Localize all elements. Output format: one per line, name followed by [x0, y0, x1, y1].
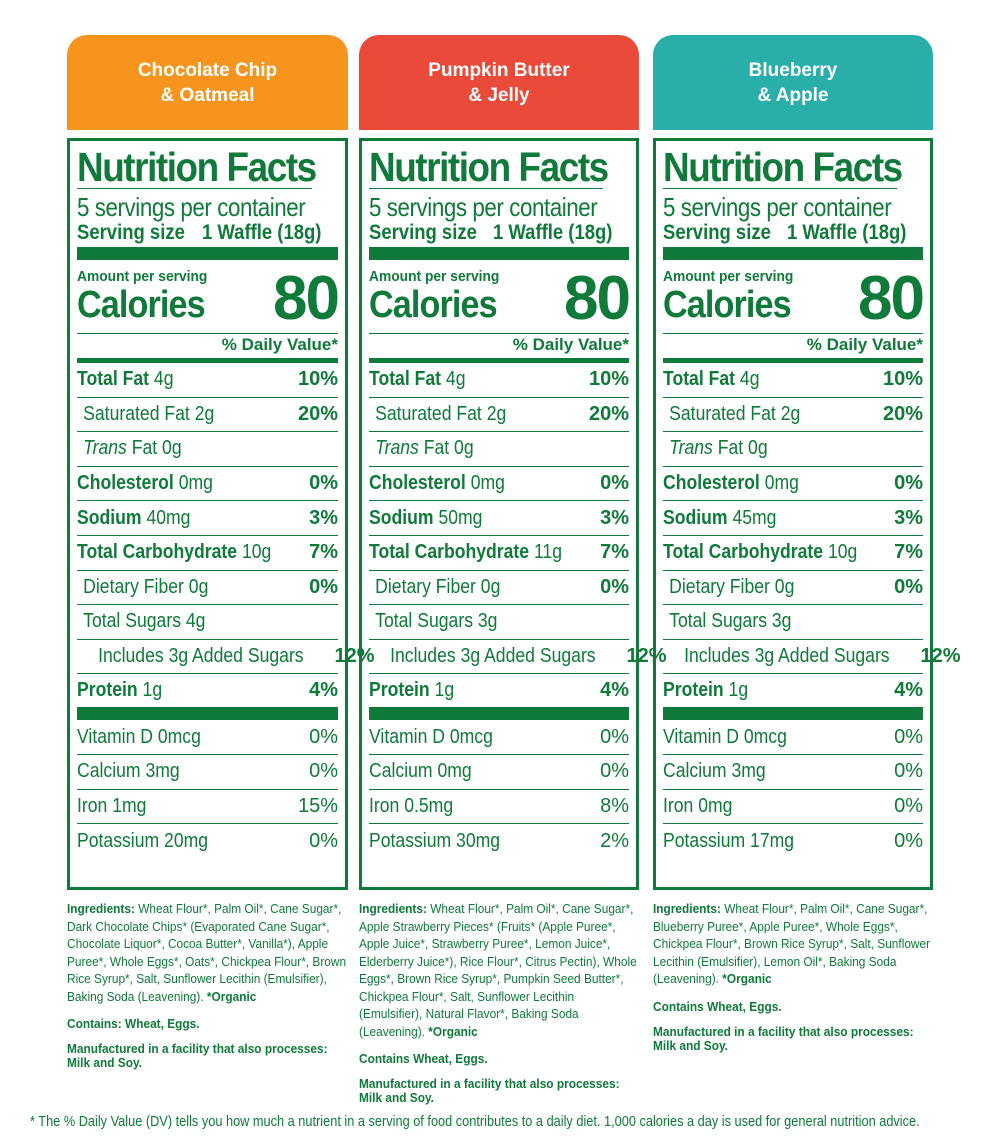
serving-size-label: Serving size — [663, 221, 771, 244]
facility-statement: Manufactured in a facility that also processes: Milk and Soy. — [653, 1023, 914, 1053]
nutrient-amount: 45mg — [732, 506, 777, 529]
nutrient-amount: 0mg — [470, 472, 505, 495]
nutrient-label: Total Fat — [77, 368, 150, 391]
nutrient-label: Cholesterol — [77, 472, 174, 495]
nutrient-label: Includes 3g Added Sugars — [684, 645, 890, 668]
product-name: Chocolate Chip & Oatmeal — [137, 59, 278, 106]
calories-block — [663, 260, 923, 334]
nutrient-row-trans-fat — [663, 432, 923, 467]
nutrient-label: Protein — [663, 679, 724, 702]
vitamin-row — [369, 824, 629, 859]
calories-value: 80 — [273, 264, 338, 333]
nutrient-row-total-carbohydrate — [77, 536, 338, 571]
vitamin-row — [77, 824, 338, 859]
nutrition-facts-panel — [653, 138, 961, 890]
nutrient-pct: 20% — [882, 402, 923, 425]
product-name-header — [653, 35, 933, 130]
vitamin-row — [369, 720, 629, 755]
nutrient-amount: 11g — [533, 541, 563, 564]
vitamin-row — [663, 790, 923, 825]
nutrient-row-dietary-fiber — [663, 571, 923, 606]
nutrient-amount: 1g — [434, 679, 455, 702]
nutrient-label: Total Carbohydrate — [663, 541, 824, 564]
nutrient-label: Saturated Fat 2g — [375, 402, 507, 425]
vitamin-pct: 0% — [600, 725, 629, 748]
nutrient-amount: 4g — [739, 368, 760, 391]
nutrient-row-cholesterol — [369, 467, 629, 502]
nutrient-label: Includes 3g Added Sugars — [390, 645, 596, 668]
ingredients-label: Ingredients: — [359, 901, 427, 916]
daily-value-header: % Daily Value* — [77, 334, 338, 363]
nutrient-row-total-carbohydrate — [369, 536, 629, 571]
nutrient-pct: 4% — [600, 679, 629, 702]
allergen-contains: Contains Wheat, Eggs. — [653, 998, 782, 1014]
nutrient-row-dietary-fiber — [369, 571, 629, 606]
nutrient-pct: 0% — [894, 472, 923, 495]
vitamin-label: Calcium 3mg — [663, 760, 766, 783]
vitamin-row — [369, 755, 629, 790]
product-name-header — [359, 35, 639, 130]
nutrient-pct: 10% — [297, 368, 338, 391]
nutrient-label: Saturated Fat 2g — [83, 402, 215, 425]
ingredients-text — [653, 900, 933, 988]
nutrient-row-saturated-fat — [663, 398, 923, 433]
facility-statement: Manufactured in a facility that also processes: Milk and Soy. — [359, 1076, 620, 1105]
nutrient-label: Total Sugars 3g — [669, 610, 792, 633]
ingredients-text — [359, 900, 639, 1040]
nutrient-row-sodium — [369, 501, 629, 536]
vitamin-label: Vitamin D 0mcg — [77, 725, 201, 748]
ingredients-label: Ingredients: — [67, 901, 135, 916]
product-column — [359, 35, 667, 1105]
vitamin-pct: 15% — [297, 794, 338, 817]
amount-per-serving: Amount per serving — [663, 268, 794, 285]
vitamin-label: Potassium 30mg — [369, 829, 501, 852]
nutrient-pct: 0% — [309, 575, 338, 598]
nutrition-facts-title: Nutrition Facts — [663, 141, 897, 189]
vitamin-pct: 0% — [600, 760, 629, 783]
nutrient-label: Total Fat — [369, 368, 442, 391]
vitamin-pct: 0% — [894, 760, 923, 783]
nutrient-row-sodium — [663, 501, 923, 536]
vitamin-label: Potassium 20mg — [77, 829, 209, 852]
calories-label: Calories — [369, 284, 497, 326]
nutrient-pct: 3% — [894, 506, 923, 529]
vitamin-label: Vitamin D 0mcg — [369, 725, 493, 748]
vitamin-row — [663, 755, 923, 790]
nutrient-row-added-sugars — [369, 640, 667, 675]
organic-note: *Organic — [206, 988, 257, 1004]
vitamin-label: Calcium 3mg — [77, 760, 180, 783]
vitamin-pct: 8% — [600, 794, 629, 817]
organic-note: *Organic — [428, 1023, 478, 1039]
nutrient-pct: 7% — [894, 541, 923, 564]
serving-size-value: 1 Waffle (18g) — [493, 221, 613, 244]
serving-size-label: Serving size — [77, 221, 185, 244]
nutrient-pct: 12% — [920, 645, 961, 668]
thick-divider — [77, 247, 338, 260]
nutrient-label: Cholesterol — [369, 472, 466, 495]
nutrient-row-protein — [369, 674, 629, 720]
nutrient-pct: 0% — [600, 575, 629, 598]
servings-per-container: 5 servings per container — [369, 192, 598, 222]
product-column — [653, 35, 961, 1053]
nutrient-pct: 12% — [334, 645, 375, 668]
vitamin-row — [77, 720, 338, 755]
nutrient-row-added-sugars — [77, 640, 375, 675]
nutrient-row-dietary-fiber — [77, 571, 338, 606]
vitamin-pct: 0% — [309, 829, 338, 852]
nutrient-amount: 0mg — [178, 472, 213, 495]
nutrient-row-total-fat — [77, 363, 338, 398]
nutrient-amount: 4g — [153, 368, 174, 391]
product-name-header — [67, 35, 348, 130]
nutrient-pct: 0% — [600, 472, 629, 495]
amount-per-serving: Amount per serving — [369, 268, 500, 285]
allergen-contains: Contains Wheat, Eggs. — [359, 1051, 488, 1066]
calories-value: 80 — [564, 264, 629, 333]
nutrient-row-sodium — [77, 501, 338, 536]
nutrient-row-trans-fat — [77, 432, 338, 467]
nutrient-label: Total Carbohydrate — [77, 541, 238, 564]
nutrient-pct: 0% — [894, 575, 923, 598]
vitamin-pct: 0% — [894, 794, 923, 817]
nutrient-amount: 1g — [142, 679, 163, 702]
ingredients-label: Ingredients: — [653, 901, 721, 916]
nutrient-pct: 20% — [297, 402, 338, 425]
nutrient-row-saturated-fat — [77, 398, 338, 433]
vitamin-row — [77, 790, 338, 825]
nutrient-row-cholesterol — [77, 467, 338, 502]
nutrient-row-cholesterol — [663, 467, 923, 502]
organic-note: *Organic — [722, 971, 772, 986]
nutrient-label: Dietary Fiber 0g — [669, 575, 795, 598]
nutrient-pct: 10% — [588, 368, 629, 391]
nutrient-label: Saturated Fat 2g — [669, 402, 801, 425]
nutrient-label: Includes 3g Added Sugars — [98, 645, 304, 668]
nutrient-label: Total Fat — [663, 368, 736, 391]
nutrition-facts-panel — [359, 138, 667, 890]
nutrient-amount: 4g — [445, 368, 466, 391]
nutrient-amount: 40mg — [146, 506, 191, 529]
nutrient-label: Cholesterol — [663, 472, 760, 495]
nutrient-row-total-sugars — [369, 605, 629, 640]
nutrient-pct: 4% — [894, 679, 923, 702]
nutrient-row-trans-fat — [369, 432, 629, 467]
nutrient-row-total-carbohydrate — [663, 536, 923, 571]
nutrient-label: Dietary Fiber 0g — [375, 575, 501, 598]
nutrient-row-total-sugars — [77, 605, 338, 640]
thick-divider — [663, 247, 923, 260]
ingredients-list: Wheat Flour*, Palm Oil*, Cane Sugar*, Apple Strawberry Pieces* (Fruits* (Apple Puree*, Apple Juice*, Strawberry Puree*, Lemon Juice*, Elderberry Juice*), Rice Flour*, Citrus Pectin), Whole Eggs*, Brown Rice Syrup*, Pumpkin Seed Butter*, Chickpea Flour*, Salt, Sunflower Lecithin (Emulsifier), Natural Flavor*, Baking Soda (Leavening). — [359, 901, 637, 1039]
facility-statement: Manufactured in a facility that also processes: Milk and Soy. — [67, 1041, 328, 1070]
nutrient-row-total-sugars — [663, 605, 923, 640]
nutrient-label: Fat 0g — [712, 437, 768, 460]
nutrient-amount: 0mg — [764, 472, 799, 495]
nutrient-pct: 7% — [600, 541, 629, 564]
nutrient-pct: 10% — [882, 368, 923, 391]
vitamin-pct: 0% — [894, 829, 923, 852]
ingredients-text — [67, 900, 348, 1005]
vitamin-pct: 0% — [309, 760, 338, 783]
nutrient-amount: 10g — [241, 541, 272, 564]
vitamin-label: Iron 0mg — [663, 794, 733, 817]
vitamin-pct: 0% — [894, 725, 923, 748]
product-column — [67, 35, 375, 1070]
calories-value: 80 — [858, 264, 923, 333]
vitamin-row — [663, 720, 923, 755]
nutrient-label: Dietary Fiber 0g — [83, 575, 209, 598]
calories-label: Calories — [77, 284, 205, 326]
product-name: Pumpkin Butter & Jelly — [428, 59, 570, 106]
nutrient-label: Fat 0g — [126, 437, 182, 460]
serving-size-value: 1 Waffle (18g) — [202, 221, 322, 244]
nutrient-pct: 3% — [600, 506, 629, 529]
nutrient-label: Total Sugars 3g — [375, 610, 498, 633]
nutrient-row-total-fat — [663, 363, 923, 398]
nutrient-label: Fat 0g — [418, 437, 474, 460]
nutrient-label: Total Carbohydrate — [369, 541, 530, 564]
nutrient-label-italic: Trans — [83, 437, 127, 460]
nutrient-label-italic: Trans — [669, 437, 713, 460]
thick-divider — [369, 247, 629, 260]
nutrient-pct: 12% — [626, 645, 667, 668]
nutrition-facts-title: Nutrition Facts — [77, 141, 312, 189]
calories-block — [369, 260, 629, 334]
serving-size — [663, 221, 923, 245]
nutrient-amount: 1g — [728, 679, 749, 702]
nutrient-pct: 4% — [309, 679, 338, 702]
vitamin-label: Iron 1mg — [77, 794, 147, 817]
nutrient-pct: 3% — [309, 506, 338, 529]
ingredients-list: Wheat Flour*, Palm Oil*, Cane Sugar*, Blueberry Puree*, Apple Puree*, Whole Eggs*, Chickpea Flour*, Brown Rice Syrup*, Salt, Sunflower Lecithin (Emulsifier), Lemon Oil*, Baking Soda (Leavening). — [653, 901, 931, 986]
serving-size — [369, 221, 629, 245]
nutrient-label: Protein — [77, 679, 138, 702]
vitamin-label: Iron 0.5mg — [369, 794, 454, 817]
vitamin-label: Calcium 0mg — [369, 760, 472, 783]
nutrient-label: Total Sugars 4g — [83, 610, 206, 633]
nutrient-label: Sodium — [77, 506, 142, 529]
nutrient-row-total-fat — [369, 363, 629, 398]
vitamin-row — [77, 755, 338, 790]
nutrient-amount: 10g — [827, 541, 858, 564]
nutrient-row-added-sugars — [663, 640, 961, 675]
servings-per-container: 5 servings per container — [77, 192, 306, 222]
serving-size-value: 1 Waffle (18g) — [787, 221, 907, 244]
vitamin-pct: 2% — [600, 829, 629, 852]
calories-block — [77, 260, 338, 334]
ingredients-list: Wheat Flour*, Palm Oil*, Cane Sugar*, Dark Chocolate Chips* (Evaporated Cane Sugar*, Chocolate Liquor*, Cocoa Butter*, Vanilla*), Apple Puree*, Whole Eggs*, Oats*, Chickpea Flour*, Brown Rice Syrup*, Salt, Sunflower Lecithin (Emulsifier), Baking Soda (Leavening). — [67, 901, 347, 1004]
servings-per-container: 5 servings per container — [663, 192, 892, 222]
nutrient-row-protein — [77, 674, 338, 720]
nutrient-label: Sodium — [663, 506, 728, 529]
nutrient-pct: 20% — [588, 402, 629, 425]
nutrient-label: Sodium — [369, 506, 434, 529]
nutrient-row-saturated-fat — [369, 398, 629, 433]
vitamin-label: Potassium 17mg — [663, 829, 795, 852]
vitamin-row — [369, 790, 629, 825]
vitamin-row — [663, 824, 923, 859]
nutrient-label-italic: Trans — [375, 437, 419, 460]
nutrient-amount: 50mg — [438, 506, 483, 529]
nutrient-row-protein — [663, 674, 923, 720]
vitamin-pct: 0% — [309, 725, 338, 748]
daily-value-footnote: * The % Daily Value (DV) tells you how much a nutrient in a serving of food contributes to a daily diet. 1,000 calories a day is used for general nutrition advice. — [30, 1114, 920, 1130]
serving-size — [77, 221, 338, 245]
vitamin-label: Vitamin D 0mcg — [663, 725, 787, 748]
amount-per-serving: Amount per serving — [77, 268, 208, 285]
nutrition-facts-panel — [67, 138, 375, 890]
calories-label: Calories — [663, 284, 791, 326]
nutrient-pct: 7% — [309, 541, 338, 564]
daily-value-header: % Daily Value* — [369, 334, 629, 363]
product-name: Blueberry & Apple — [748, 59, 838, 106]
nutrient-pct: 0% — [309, 472, 338, 495]
nutrient-label: Protein — [369, 679, 430, 702]
nutrition-facts-title: Nutrition Facts — [369, 141, 603, 189]
serving-size-label: Serving size — [369, 221, 477, 244]
allergen-contains: Contains: Wheat, Eggs. — [67, 1016, 200, 1031]
daily-value-header: % Daily Value* — [663, 334, 923, 363]
